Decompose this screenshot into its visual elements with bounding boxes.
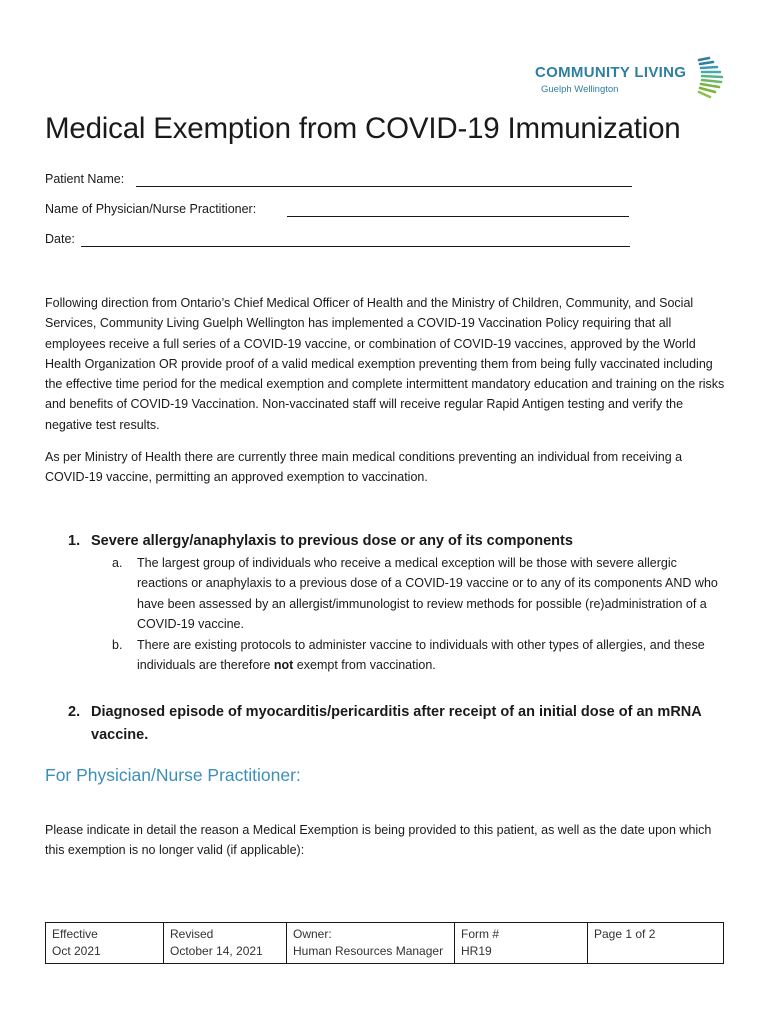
condition-2-title: Diagnosed episode of myocarditis/pericarditis after receipt of an initial dose of an mRNA vaccine. xyxy=(91,704,702,743)
item-a-text: The largest group of individuals who receive a medical exception will be those with severe allergic reactions or anaphylaxis to a previous dose of a COVID-19 vaccine or to any of its components AND who have been assessed by an allergist/immunologist to review methods for possible (re)administration of a COVID-19 vaccine. xyxy=(137,556,718,631)
condition-2-number: 2. xyxy=(68,704,81,720)
revised-label: Revised xyxy=(170,927,214,941)
footer-page-cell xyxy=(588,923,724,964)
footer-table xyxy=(45,922,724,964)
physician-name-field[interactable] xyxy=(45,202,256,216)
page-number: Page 1 of 2 xyxy=(594,927,656,941)
item-b-letter: b. xyxy=(112,638,123,652)
footer-form-cell xyxy=(455,923,588,964)
owner-label: Owner: xyxy=(293,927,332,941)
footer-owner-cell xyxy=(287,923,455,964)
item-b-text-before: There are existing protocols to administer vaccine to individuals with other types of allergies, and these individuals are therefore xyxy=(137,638,705,673)
item-a-letter: a. xyxy=(112,556,123,570)
form-label: Form # xyxy=(461,927,500,941)
practitioner-heading: For Physician/Nurse Practitioner: xyxy=(45,765,301,785)
patient-name-field[interactable] xyxy=(45,172,124,186)
logo-wave-icon xyxy=(695,56,725,100)
item-b-text-after: exempt from vaccination. xyxy=(293,658,436,673)
intro-paragraph: Following direction from Ontario’s Chief Medical Officer of Health and the Ministry of Children, Community, and Social Services, Community Living Guelph Wellington has implemented a COVID-19 Vaccination Policy requiring that all employees receive a full series of a COVID-19 vaccine, or combination of COVID-19 vaccines, approved by the World Health Organization OR provide proof of a valid medical exemption preventing them from being fully vaccinated including the effective time period for the medical exemption and complete intermittent mandatory education and training on the risks and benefits of COVID-19 Vaccination. Non-vaccinated staff will receive regular Rapid Antigen testing and verify the negative test results. xyxy=(45,296,725,432)
footer-row xyxy=(46,923,724,964)
footer-effective-cell xyxy=(46,923,164,964)
date-label: Date: xyxy=(45,232,75,246)
patient-name-label: Patient Name: xyxy=(45,172,125,186)
document-title: Medical Exemption from COVID-19 Immunization xyxy=(45,112,681,145)
revised-value: October 14, 2021 xyxy=(170,944,263,958)
date-field[interactable] xyxy=(45,232,75,246)
patient-name-line[interactable] xyxy=(136,186,632,187)
item-b-bold: not xyxy=(273,658,294,673)
form-value: HR19 xyxy=(461,944,492,958)
logo xyxy=(535,56,725,102)
physician-name-label: Name of Physician/Nurse Practitioner: xyxy=(45,202,257,216)
item-b-text xyxy=(137,635,722,676)
practitioner-instructions: Please indicate in detail the reason a Medical Exemption is being provided to this patient, as well as the date upon which this exemption is no longer valid (if applicable): xyxy=(45,823,712,858)
condition-1-title: Severe allergy/anaphylaxis to previous dose or any of its components xyxy=(91,533,573,549)
date-line[interactable] xyxy=(81,246,630,247)
footer-revised-cell xyxy=(164,923,287,964)
effective-value: Oct 2021 xyxy=(52,944,101,958)
ministry-paragraph: As per Ministry of Health there are currently three main medical conditions preventing an individual from receiving a COVID-19 vaccine, permitting an approved exemption to vaccination. xyxy=(45,450,683,485)
effective-label: Effective xyxy=(52,927,98,941)
owner-value: Human Resources Manager xyxy=(293,944,444,958)
physician-name-line[interactable] xyxy=(287,216,629,217)
logo-subtitle: Guelph Wellington xyxy=(541,84,619,95)
logo-name: COMMUNITY LIVING xyxy=(535,64,687,81)
condition-1-number: 1. xyxy=(68,533,81,549)
